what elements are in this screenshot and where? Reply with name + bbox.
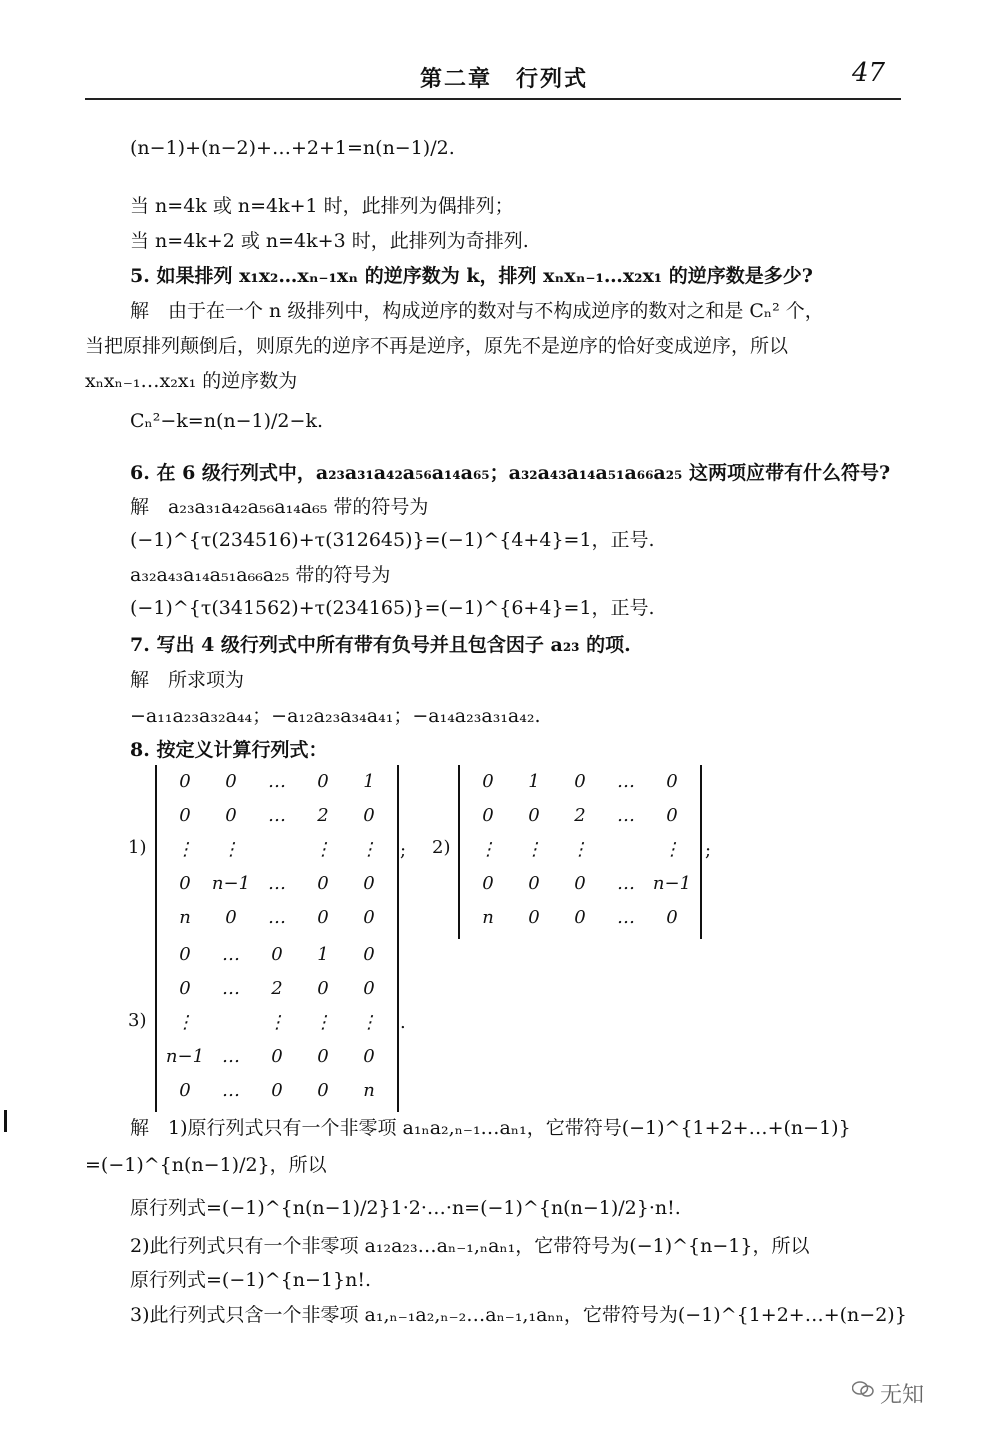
matrix-cell: 0 [363,978,375,999]
matrix-cell: ⋮ [176,839,194,860]
det2-label: 2) [432,837,451,858]
matrix-cell: 0 [528,873,540,894]
matrix-cell: 0 [574,907,586,928]
page-number: 47 [852,58,886,88]
text-line: (n−1)+(n−2)+…+2+1=n(n−1)/2. [130,137,455,159]
matrix-cell: ⋮ [479,839,497,860]
matrix-cell: … [268,907,286,928]
matrix-cell: … [268,805,286,826]
matrix-cell: 0 [666,771,678,792]
matrix-cell: 0 [317,978,329,999]
matrix-cell: 0 [363,805,375,826]
matrix-cell: 0 [225,771,237,792]
det1-label: 1) [128,837,147,858]
text-line: 5. 如果排列 x₁x₂…xₙ₋₁xₙ 的逆序数为 k，排列 xₙxₙ₋₁…x₂x₁ 的逆序数是多少? [130,265,813,287]
matrix-cell: 0 [179,944,191,965]
matrix-cell: ⋮ [360,1012,378,1033]
text-line: −a₁₁a₂₃a₃₂a₄₄；−a₁₂a₂₃a₃₄a₄₁；−a₁₄a₂₃a₃₁a₄₂. [130,705,541,727]
matrix-cell: … [268,873,286,894]
text-line: (−1)^{τ(341562)+τ(234165)}=(−1)^{6+4}=1，正号. [130,597,655,619]
text-line: 7. 写出 4 级行列式中所有带有负号并且包含因子 a₂₃ 的项. [130,634,631,656]
matrix-cell: ⋮ [176,1012,194,1033]
matrix-cell: … [222,978,240,999]
matrix-cell: … [617,805,635,826]
matrix-cell: 0 [317,1046,329,1067]
matrix-cell: 1 [317,944,329,965]
matrix-cell: 0 [225,805,237,826]
matrix-cell: 2 [574,805,586,826]
text-line: 原行列式=(−1)^{n−1}n!. [130,1269,372,1291]
matrix-cell: 0 [179,1080,191,1101]
matrix-cell: … [617,873,635,894]
det1-matrix [155,765,399,939]
matrix-cell: … [617,907,635,928]
det1-separator: ; [400,840,407,861]
matrix-cell: … [222,1080,240,1101]
matrix-cell: 0 [271,1046,283,1067]
det3-separator: . [400,1012,406,1033]
matrix-cell: 0 [574,771,586,792]
text-line: 解 a₂₃a₃₁a₄₂a₅₆a₁₄a₆₅ 带的符号为 [130,496,429,518]
matrix-cell: 1 [363,771,375,792]
text-line: 解 1)原行列式只有一个非零项 a₁ₙa₂,ₙ₋₁…aₙ₁，它带符号(−1)^{1+2+…+(n−1)} [130,1117,851,1139]
text-line: =(−1)^{n(n−1)/2}，所以 [85,1154,327,1176]
matrix-cell: 0 [574,873,586,894]
matrix-cell: n−1 [652,873,692,894]
text-line: 解 由于在一个 n 级排列中，构成逆序的数对与不构成逆序的数对之和是 Cₙ² 个， [130,300,824,322]
matrix-cell: … [222,944,240,965]
matrix-cell: 0 [317,873,329,894]
watermark-text: 无知 [880,1383,925,1408]
matrix-cell: 0 [482,873,494,894]
matrix-cell: 0 [271,944,283,965]
text-line: 3)此行列式只含一个非零项 a₁,ₙ₋₁a₂,ₙ₋₂…aₙ₋₁,₁aₙₙ，它带符号为(−1)^{1+2+…+(n−2)} [130,1304,907,1326]
matrix-cell: 0 [317,1080,329,1101]
text-line: (−1)^{τ(234516)+τ(312645)}=(−1)^{4+4}=1，正号. [130,529,655,551]
matrix-cell: 0 [363,907,375,928]
matrix-cell: 0 [179,978,191,999]
chapter-title: 第二章 行列式 [420,67,589,92]
det3-label: 3) [128,1010,147,1031]
matrix-cell: 0 [317,907,329,928]
text-line: 解 所求项为 [130,669,245,691]
matrix-cell: ⋮ [571,839,589,860]
matrix-cell: 0 [666,805,678,826]
det3-matrix [155,938,399,1112]
matrix-cell: n−1 [211,873,251,894]
text-line: a₃₂a₄₃a₁₄a₅₁a₆₆a₂₅ 带的符号为 [130,564,391,586]
matrix-cell: ⋮ [314,1012,332,1033]
matrix-cell: n [179,907,191,928]
matrix-cell: … [268,771,286,792]
text-line: 当把原排列颠倒后，则原先的逆序不再是逆序，原先不是逆序的恰好变成逆序，所以 [85,335,789,357]
matrix-cell: ⋮ [525,839,543,860]
matrix-cell: 0 [666,907,678,928]
matrix-cell: 0 [528,805,540,826]
matrix-cell: n [482,907,494,928]
matrix-cell: ⋮ [360,839,378,860]
matrix-cell: 2 [271,978,283,999]
matrix-cell: 0 [482,771,494,792]
matrix-cell: 0 [225,907,237,928]
text-line: 6. 在 6 级行列式中，a₂₃a₃₁a₄₂a₅₆a₁₄a₆₅；a₃₂a₄₃a₁₄a₅₁a₆₆a₂₅ 这两项应带有什么符号? [130,462,891,484]
matrix-cell: … [617,771,635,792]
matrix-cell: 0 [482,805,494,826]
text-line: 8. 按定义计算行列式： [130,739,328,761]
matrix-cell: 0 [179,805,191,826]
text-line: 2)此行列式只有一个非零项 a₁₂a₂₃…aₙ₋₁,ₙaₙ₁，它带符号为(−1)^{n−1}，所以 [130,1235,810,1257]
wechat-icon [852,1380,874,1398]
matrix-cell: 0 [271,1080,283,1101]
matrix-cell: 2 [317,805,329,826]
matrix-cell: … [222,1046,240,1067]
det2-matrix [458,765,702,939]
scan-edge-mark [4,1110,7,1132]
matrix-cell: ⋮ [314,839,332,860]
matrix-cell: 0 [179,873,191,894]
text-line: 原行列式=(−1)^{n(n−1)/2}1·2·…·n=(−1)^{n(n−1)/2}·n!. [130,1197,681,1219]
text-line: 当 n=4k+2 或 n=4k+3 时，此排列为奇排列. [130,230,529,252]
matrix-cell: ⋮ [663,839,681,860]
matrix-cell: 0 [363,1046,375,1067]
matrix-cell: 0 [528,907,540,928]
text-line: Cₙ²−k=n(n−1)/2−k. [130,410,323,432]
header-rule [85,98,901,100]
matrix-cell: ⋮ [268,1012,286,1033]
matrix-cell: n [363,1080,375,1101]
matrix-cell: ⋮ [222,839,240,860]
matrix-cell: 0 [179,771,191,792]
matrix-cell: 1 [528,771,540,792]
matrix-cell: 0 [317,771,329,792]
matrix-cell: n−1 [165,1046,205,1067]
text-line: 当 n=4k 或 n=4k+1 时，此排列为偶排列； [130,195,514,217]
matrix-cell: 0 [363,944,375,965]
matrix-cell: 0 [363,873,375,894]
det2-separator: ; [705,840,712,861]
text-line: xₙxₙ₋₁…x₂x₁ 的逆序数为 [85,370,298,392]
